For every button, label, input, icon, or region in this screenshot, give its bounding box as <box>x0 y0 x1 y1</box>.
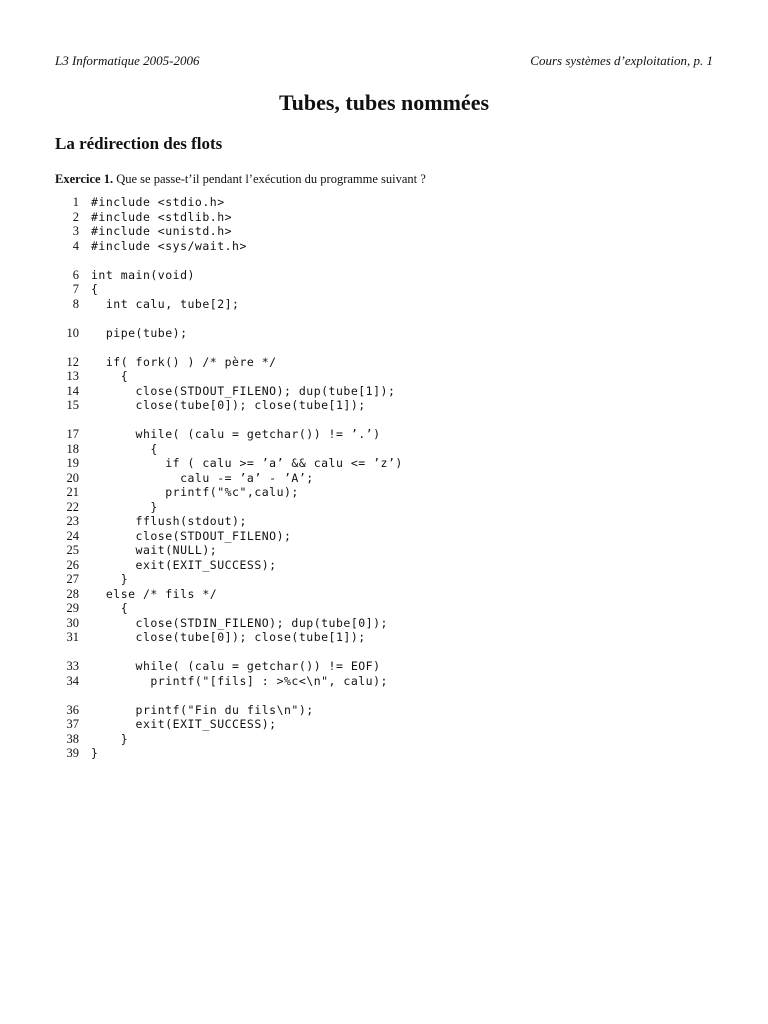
code-text: printf("Fin du fils\n"); <box>91 702 314 717</box>
line-number: 39 <box>66 746 79 760</box>
code-line <box>55 195 225 210</box>
code-text: while( (calu = getchar()) != EOF) <box>91 659 381 673</box>
code-line <box>55 630 366 645</box>
code-line <box>55 514 247 529</box>
line-number: 3 <box>72 224 79 238</box>
code-text: wait(NULL); <box>91 543 218 557</box>
line-number: 24 <box>66 528 79 543</box>
code-line <box>55 659 381 674</box>
line-number: 18 <box>66 441 79 456</box>
code-line <box>55 500 158 515</box>
code-text: close(STDOUT_FILENO); dup(tube[1]); <box>91 383 396 398</box>
line-number: 22 <box>66 499 79 514</box>
code-line <box>55 456 403 471</box>
code-text: pipe(tube); <box>91 325 188 340</box>
code-line <box>55 746 98 761</box>
line-number: 17 <box>66 427 79 441</box>
code-line <box>55 282 98 297</box>
code-line <box>55 297 239 312</box>
code-text: { <box>91 282 99 296</box>
line-number: 30 <box>66 615 79 630</box>
code-text: close(tube[0]); close(tube[1]); <box>91 398 366 412</box>
code-line <box>55 427 381 442</box>
code-text: #include <sys/wait.h> <box>91 238 247 253</box>
line-number: 13 <box>66 369 79 383</box>
exercise-question: Que se passe-t’il pendant l’exécution du programme suivant ? <box>116 172 426 186</box>
code-text: { <box>91 441 158 456</box>
line-number: 25 <box>66 543 79 557</box>
line-number: 29 <box>66 601 79 615</box>
code-line <box>55 369 128 384</box>
code-text: int main(void) <box>91 267 195 282</box>
code-text: if( fork() ) /* père */ <box>91 354 277 369</box>
code-text: if ( calu >= ’a’ && calu <= ’z’) <box>91 456 403 470</box>
code-line <box>55 717 277 732</box>
code-text: #include <stdio.h> <box>91 195 225 209</box>
code-line <box>55 471 314 486</box>
line-number: 37 <box>66 717 79 731</box>
line-number: 20 <box>66 470 79 485</box>
code-line <box>55 384 395 399</box>
code-line <box>55 732 128 747</box>
code-text: } <box>91 731 129 746</box>
line-number: 19 <box>66 456 79 470</box>
code-text: else /* fils */ <box>91 586 218 601</box>
line-number: 12 <box>66 354 79 369</box>
line-number: 23 <box>66 514 79 528</box>
line-number: 10 <box>66 325 79 340</box>
code-line <box>55 224 232 239</box>
code-text: printf("[fils] : >%c<\n", calu); <box>91 673 388 688</box>
line-number: 8 <box>72 296 79 311</box>
line-number: 15 <box>66 398 79 412</box>
line-number: 7 <box>72 282 79 296</box>
header-page-info: Cours systèmes d’exploitation, p. 1 <box>530 53 713 68</box>
code-line <box>55 210 232 225</box>
code-line <box>55 616 388 631</box>
code-text: close(tube[0]); close(tube[1]); <box>91 630 366 644</box>
code-line <box>55 268 195 283</box>
line-number: 26 <box>66 557 79 572</box>
line-number: 14 <box>66 383 79 398</box>
code-line <box>55 543 217 558</box>
code-text: while( (calu = getchar()) != ’.’) <box>91 427 381 441</box>
code-line <box>55 601 128 616</box>
code-text: #include <stdlib.h> <box>91 209 233 224</box>
line-number: 38 <box>66 731 79 746</box>
code-line <box>55 572 128 587</box>
line-number: 1 <box>72 195 79 209</box>
exercise-label: Exercice 1. <box>55 172 114 186</box>
code-text: close(STDIN_FILENO); dup(tube[0]); <box>91 615 388 630</box>
exercise-statement <box>55 172 426 187</box>
code-line <box>55 239 247 254</box>
code-text: int calu, tube[2]; <box>91 296 240 311</box>
code-text: printf("%c",calu); <box>91 485 299 499</box>
code-text: calu -= ’a’ - ’A’; <box>91 470 314 485</box>
section-title: La rédirection des flots <box>55 134 223 153</box>
code-text: #include <unistd.h> <box>91 224 233 238</box>
line-number: 4 <box>72 238 79 253</box>
code-line <box>55 355 277 370</box>
code-text: } <box>91 499 158 514</box>
header-course: L3 Informatique 2005-2006 <box>55 53 200 68</box>
line-number: 36 <box>66 702 79 717</box>
code-line <box>55 398 366 413</box>
code-line <box>55 326 188 341</box>
code-line <box>55 558 277 573</box>
code-line <box>55 485 299 500</box>
code-text: exit(EXIT_SUCCESS); <box>91 557 277 572</box>
code-text: } <box>91 572 129 586</box>
code-text: { <box>91 369 129 383</box>
code-text: fflush(stdout); <box>91 514 247 528</box>
code-text: close(STDOUT_FILENO); <box>91 528 292 543</box>
code-line <box>55 674 388 689</box>
line-number: 6 <box>72 267 79 282</box>
code-text: { <box>91 601 129 615</box>
code-line <box>55 587 217 602</box>
line-number: 33 <box>66 659 79 673</box>
code-text: } <box>91 746 99 760</box>
code-line <box>55 442 158 457</box>
line-number: 28 <box>66 586 79 601</box>
line-number: 31 <box>66 630 79 644</box>
page-title: Tubes, tubes nommées <box>278 90 490 115</box>
line-number: 2 <box>72 209 79 224</box>
code-line <box>55 703 314 718</box>
code-line <box>55 529 291 544</box>
code-text: exit(EXIT_SUCCESS); <box>91 717 277 731</box>
line-number: 27 <box>66 572 79 586</box>
line-number: 21 <box>66 485 79 499</box>
line-number: 34 <box>66 673 79 688</box>
